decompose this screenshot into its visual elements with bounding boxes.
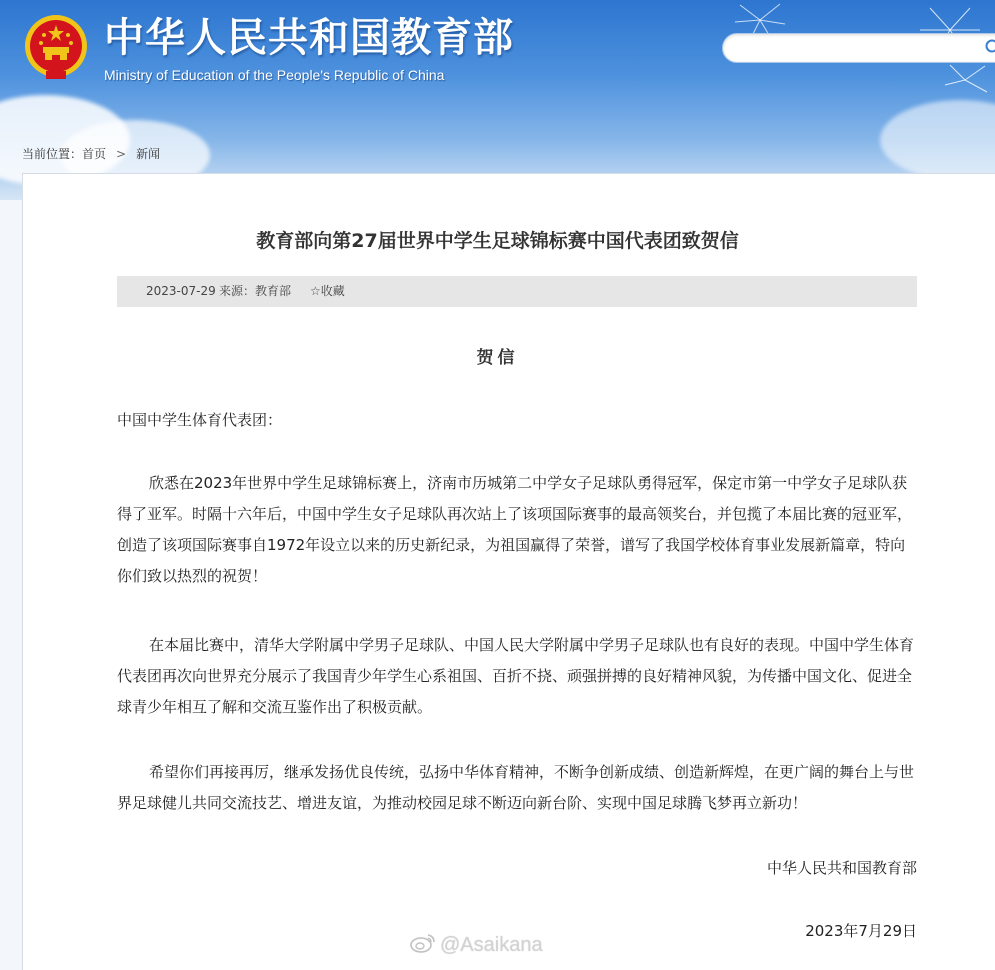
header-banner [0,0,995,200]
breadcrumb [22,145,160,162]
letter-salutation: 中国中学生体育代表团： [117,411,283,429]
breadcrumb-current-link[interactable]: 新闻 [136,147,161,161]
letter-paragraph-2: 在本届比赛中，清华大学附属中学男子足球队、中国人民大学附属中学男子足球队也有良好的表现。中国中学生体育代表团再次向世界充分展示了我国青少年学生心系祖国、百折不挠、顽强拼搏的良好精神风貌，为传播中国文化、促进全球青少年相互了解和交流互鉴作出了积极贡献。 [117,636,915,716]
breadcrumb-separator: > [116,147,127,161]
letter-paragraph-1: 欣悉在2023年世界中学生足球锦标赛上，济南市历城第二中学女子足球队勇得冠军，保定市第一中学女子足球队获得了亚军。时隔十六年后，中国中学生女子足球队再次站上了该项国际赛事的最高领奖台，并包揽了本届比赛的冠亚军，创造了该项国际赛事自1972年设立以来的历史新纪录，为祖国赢得了荣誉，谱写了我国学校体育事业发展新篇章，特向你们致以热烈的祝贺！ [117,474,913,585]
letter-title: 贺信 [476,348,519,368]
letter-paragraph-3: 希望你们再接再厉，继承发扬优良传统，弘扬中华体育精神，不断争创新成绩、创造新辉煌，在更广阔的舞台上与世界足球健儿共同交流技艺、增进友谊，为推动校园足球不断迈向新台阶、实现中国足球腾飞梦再立新功！ [117,763,915,812]
favorite-button[interactable]: ☆收藏 [310,284,345,298]
breadcrumb-home-link[interactable]: 首页 [82,147,107,161]
article-meta-bar [117,276,917,307]
article-source: 来源：教育部 [219,284,292,298]
letter-signature-date: 2023年7月29日 [805,922,917,940]
national-emblem-icon [22,13,90,83]
search-icon[interactable] [984,38,995,58]
watermark [410,932,543,957]
weibo-icon [410,932,436,954]
letter-signature: 中华人民共和国教育部 [766,859,917,877]
breadcrumb-prefix: 当前位置： [22,147,83,161]
search-input[interactable] [722,33,995,63]
site-title: 中华人民共和国教育部 [104,15,514,61]
article-date: 2023-07-29 [146,284,216,298]
site-subtitle: Ministry of Education of the People's Republic of China [104,67,445,83]
article-title: 教育部向第27届世界中学生足球锦标赛中国代表团致贺信 [256,230,739,252]
watermark-text: @Asaikana [440,934,543,956]
